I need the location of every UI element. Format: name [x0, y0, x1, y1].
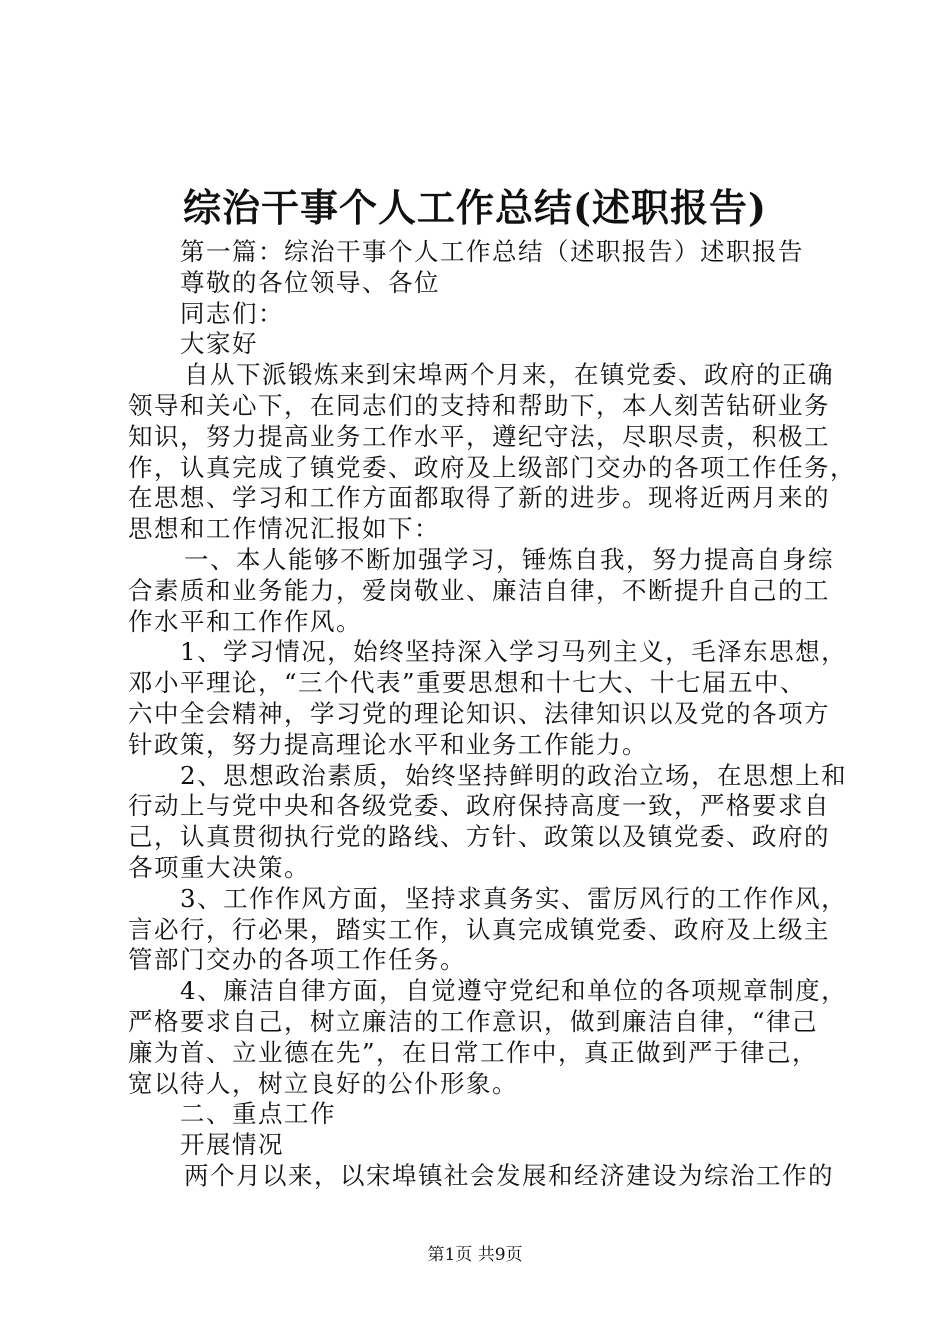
body-line: 第一篇：综治干事个人工作总结（述职报告）述职报告: [180, 237, 804, 266]
body-line: 2、思想政治素质，始终坚持鲜明的政治立场，在思想上和: [180, 760, 848, 790]
body-line: 各项重大决策。: [128, 853, 310, 882]
body-line: 廉为首、立业德在先”，在日常工作中，真正做到严于律己，: [128, 1037, 819, 1067]
body-line: 宽以待人，树立良好的公仆形象。: [128, 1068, 518, 1098]
body-line: 行动上与党中央和各级党委、政府保持高度一致，严格要求自: [128, 791, 830, 821]
document-title: 综治干事个人工作总结(述职报告): [183, 185, 767, 230]
body-line: 合素质和业务能力，爱岗敬业、廉洁自律，不断提升自己的工: [128, 575, 830, 605]
body-line: 己，认真贯彻执行党的路线、方针、政策以及镇党委、政府的: [128, 822, 830, 852]
body-line: 大家好: [180, 329, 258, 359]
body-line: 作水平和工作作风。: [128, 606, 362, 636]
body-line: 在思想、学习和工作方面都取得了新的进步。现将近两月来的: [128, 483, 830, 513]
body-line: 针政策，努力提高理论水平和业务工作能力。: [128, 729, 648, 759]
body-line: 3、工作作风方面，坚持求真务实、雷厉风行的工作作风，: [180, 883, 848, 913]
body-line: 严格要求自己，树立廉洁的工作意识，做到廉洁自律，“律己: [128, 1007, 819, 1036]
body-line: 两个月以来，以宋埠镇社会发展和经济建设为综治工作的: [184, 1161, 834, 1190]
body-line: 自从下派锻炼来到宋埠两个月来，在镇党委、政府的正确: [184, 360, 834, 390]
body-line: 1、学习情况，始终坚持深入学习马列主义，毛泽东思想，: [180, 637, 848, 667]
body-line: 六中全会精神，学习党的理论知识、法律知识以及党的各项方: [128, 699, 830, 728]
body-line: 知识，努力提高业务工作水平，遵纪守法，尽职尽责，积极工: [128, 421, 830, 451]
body-line: 同志们：: [180, 298, 284, 328]
page-footer: 第1页 共9页: [427, 1245, 523, 1265]
body-line: 领导和关心下，在同志们的支持和帮助下，本人刻苦钻研业务: [128, 391, 830, 420]
body-line: 邓小平理论，“三个代表”重要思想和十七大、十七届五中、: [128, 668, 807, 698]
body-line: 尊敬的各位领导、各位: [180, 267, 440, 297]
body-line: 开展情况: [180, 1130, 284, 1160]
body-line: 作，认真完成了镇党委、政府及上级部门交办的各项工作任务，: [128, 452, 856, 482]
body-line: 一、本人能够不断加强学习，锤炼自我，努力提高自身综: [184, 545, 834, 574]
body-line: 思想和工作情况汇报如下：: [128, 514, 440, 544]
body-line: 4、廉洁自律方面，自觉遵守党纪和单位的各项规章制度，: [180, 976, 848, 1006]
body-line: 管部门交办的各项工作任务。: [128, 945, 466, 975]
body-line: 言必行，行必果，踏实工作，认真完成镇党委、政府及上级主: [128, 914, 830, 944]
body-line: 二、重点工作: [180, 1099, 336, 1129]
